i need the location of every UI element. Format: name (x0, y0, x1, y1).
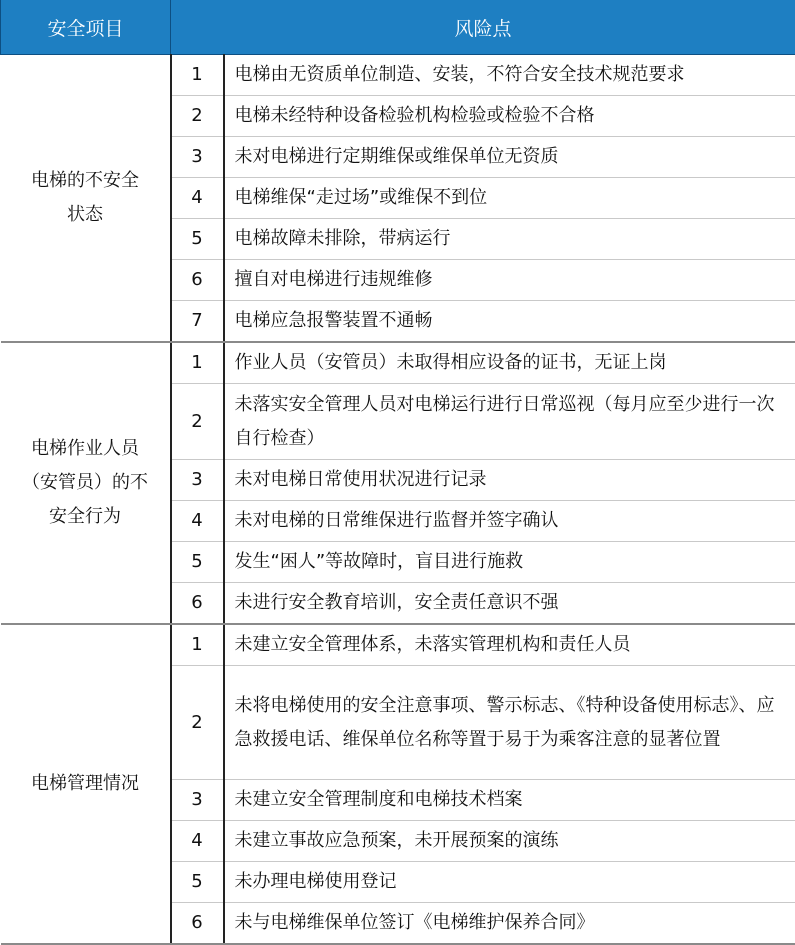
risk-point-text: 未对电梯日常使用状况进行记录 (224, 460, 795, 501)
risk-point-text: 电梯由无资质单位制造、安装，不符合安全技术规范要求 (224, 55, 795, 96)
category-label: 电梯作业人员 (15, 432, 156, 466)
item-number: 1 (171, 342, 224, 384)
item-number: 5 (171, 862, 224, 903)
risk-point-text: 未建立安全管理制度和电梯技术档案 (224, 780, 795, 821)
risk-point-text: 电梯应急报警装置不通畅 (224, 301, 795, 343)
header-risk: 风险点 (171, 0, 795, 55)
risk-point-text: 擅自对电梯进行违规维修 (224, 260, 795, 301)
item-number: 2 (171, 384, 224, 460)
risk-point-text: 电梯维保“走过场”或维保不到位 (224, 178, 795, 219)
table-body (1, 55, 795, 945)
category-cell (1, 55, 171, 343)
risk-point-text: 未落实安全管理人员对电梯运行进行日常巡视（每月应至少进行一次自行检查） (224, 384, 795, 460)
item-number: 6 (171, 903, 224, 945)
table-header-row (1, 0, 795, 55)
risk-point-text: 未对电梯的日常维保进行监督并签字确认 (224, 501, 795, 542)
item-number: 3 (171, 137, 224, 178)
item-number: 6 (171, 583, 224, 625)
category-label: 安全行为 (15, 500, 156, 534)
item-number: 1 (171, 624, 224, 666)
item-number: 3 (171, 460, 224, 501)
item-number: 2 (171, 666, 224, 780)
risk-point-text: 未进行安全教育培训，安全责任意识不强 (224, 583, 795, 625)
category-label: 电梯管理情况 (15, 767, 156, 801)
risk-point-text: 未对电梯进行定期维保或维保单位无资质 (224, 137, 795, 178)
risk-point-text: 未与电梯维保单位签订《电梯维护保养合同》 (224, 903, 795, 945)
item-number: 4 (171, 178, 224, 219)
item-number: 6 (171, 260, 224, 301)
category-label: （安管员）的不 (15, 466, 156, 500)
item-number: 5 (171, 219, 224, 260)
item-number: 1 (171, 55, 224, 96)
risk-point-text: 未办理电梯使用登记 (224, 862, 795, 903)
risk-point-text: 发生“困人”等故障时，盲目进行施救 (224, 542, 795, 583)
category-label: 状态 (15, 198, 156, 232)
risk-point-text: 未将电梯使用的安全注意事项、警示标志、《特种设备使用标志》、应急救援电话、维保单位名称等置于易于为乘客注意的显著位置 (224, 666, 795, 780)
risk-point-text: 电梯故障未排除，带病运行 (224, 219, 795, 260)
category-cell (1, 624, 171, 944)
item-number: 7 (171, 301, 224, 343)
item-number: 5 (171, 542, 224, 583)
risk-point-text: 未建立安全管理体系，未落实管理机构和责任人员 (224, 624, 795, 666)
category-label: 电梯的不安全 (15, 164, 156, 198)
item-number: 4 (171, 821, 224, 862)
risk-point-text: 作业人员（安管员）未取得相应设备的证书，无证上岗 (224, 342, 795, 384)
item-number: 2 (171, 96, 224, 137)
table-row (1, 624, 795, 666)
item-number: 3 (171, 780, 224, 821)
table-row (1, 342, 795, 384)
category-cell (1, 342, 171, 624)
table-row (1, 55, 795, 96)
risk-point-text: 未建立事故应急预案，未开展预案的演练 (224, 821, 795, 862)
header-category: 安全项目 (1, 0, 171, 55)
item-number: 4 (171, 501, 224, 542)
risk-point-text: 电梯未经特种设备检验机构检验或检验不合格 (224, 96, 795, 137)
